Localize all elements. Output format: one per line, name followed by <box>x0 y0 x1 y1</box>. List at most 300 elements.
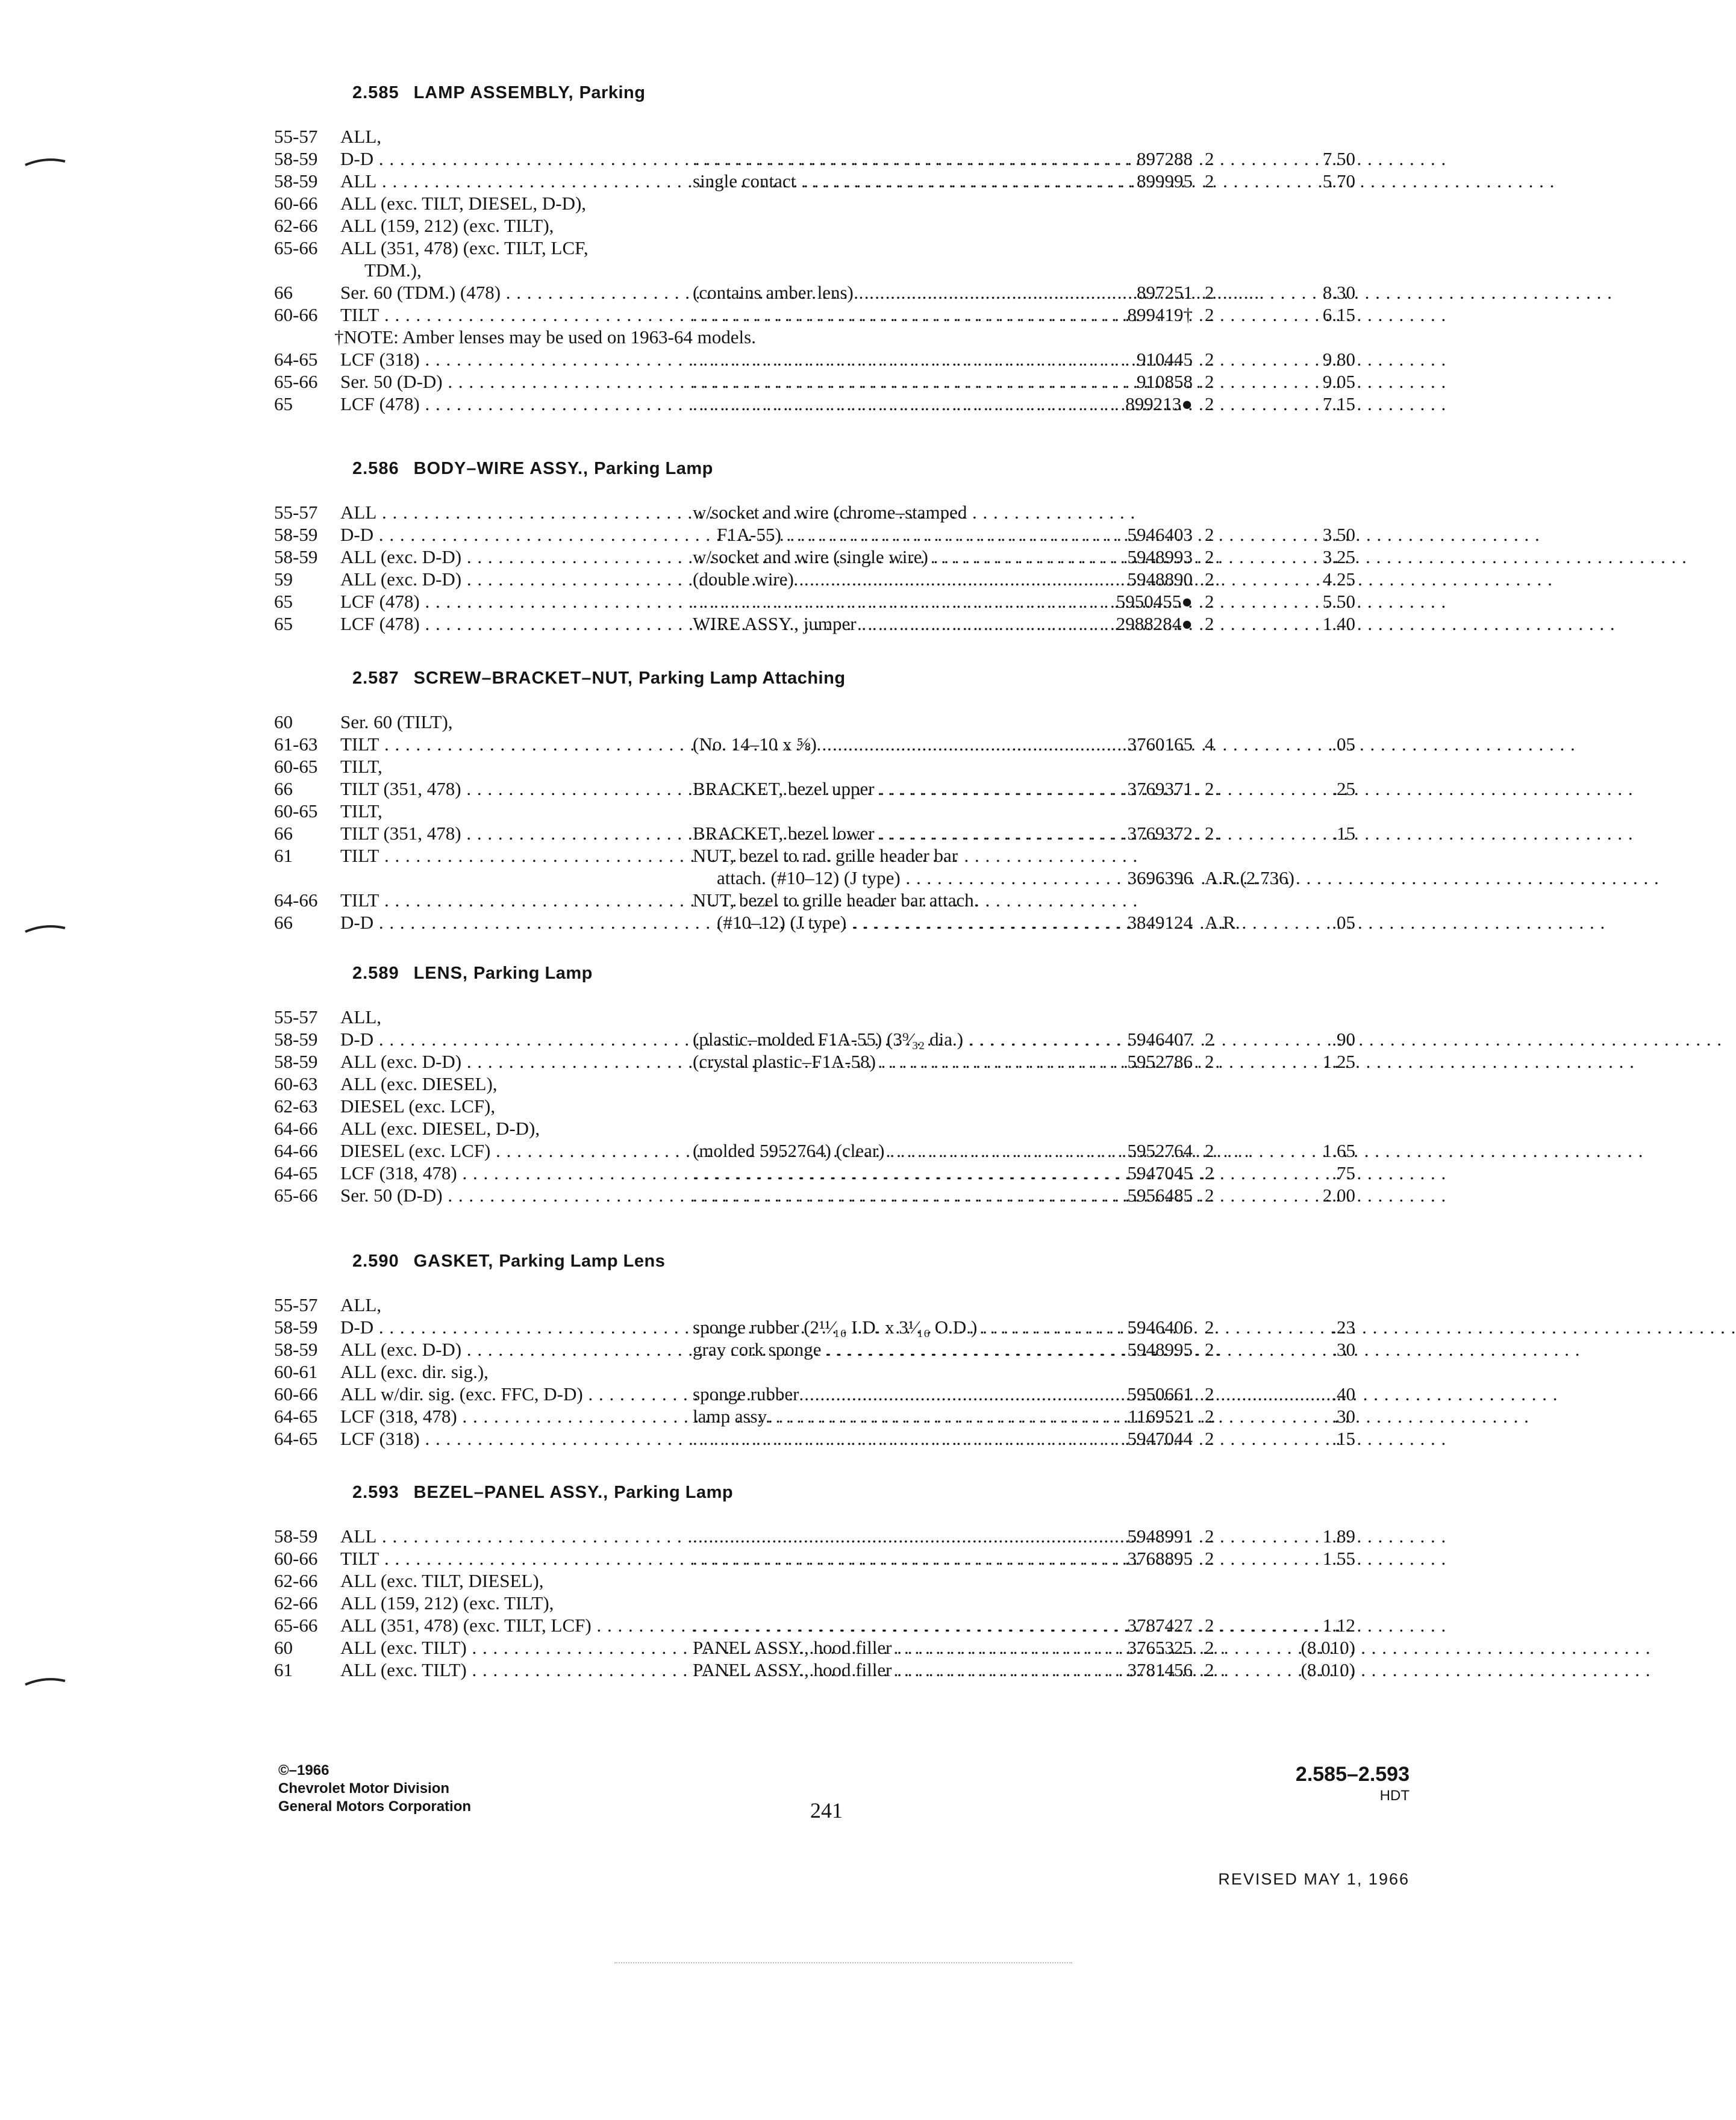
section-title: GASKET, <box>413 1252 494 1271</box>
price: 9.80 <box>1322 349 1355 370</box>
quantity: 2 <box>1205 349 1214 370</box>
description-cell <box>693 348 1084 370</box>
division-line: Chevrolet Motor Division <box>278 1780 450 1797</box>
quantity: 2 <box>1205 1383 1214 1404</box>
description-cell: NUT, bezel to rad. grille header bar <box>693 845 958 866</box>
price: 2.00 <box>1322 1185 1355 1206</box>
part-number: 5948991 <box>1127 1526 1193 1547</box>
part-row <box>0 170 1523 192</box>
part-number: 897251 <box>1137 282 1193 303</box>
quantity: 2 <box>1205 1428 1214 1449</box>
part-number: 897288 <box>1137 148 1193 169</box>
quantity: 2 <box>1205 1029 1214 1050</box>
year-range: 58-59 <box>274 1051 318 1072</box>
punch-mark-top <box>24 158 66 166</box>
price: .15 <box>1332 823 1355 844</box>
page-number: 241 <box>810 1798 843 1822</box>
model-cell: ALL . . . <box>340 501 675 523</box>
section-heading <box>352 964 593 984</box>
part-row <box>0 1547 1523 1570</box>
corporation-line: General Motors Corporation <box>278 1798 472 1815</box>
section-range-block <box>1205 1762 1410 1805</box>
price: .90 <box>1332 1029 1355 1050</box>
quantity: 2 <box>1205 591 1214 612</box>
part-row <box>0 778 1523 800</box>
part-number: 5952764 <box>1127 1140 1193 1161</box>
model-cell: ALL (351, 478) (exc. TILT, LCF, <box>340 237 589 258</box>
part-number: 5950661 <box>1127 1383 1193 1404</box>
model-cell: D-D . . . <box>340 1028 675 1050</box>
part-row <box>0 214 1523 237</box>
section-number: 2.590 <box>352 1252 399 1271</box>
quantity: 2 <box>1205 393 1214 414</box>
price: 3.50 <box>1322 524 1355 545</box>
part-row <box>0 755 1523 778</box>
price: 5.50 <box>1322 591 1355 612</box>
price: .05 <box>1332 734 1355 755</box>
section-number: 2.586 <box>352 459 399 478</box>
model-cell: LCF (478) . . . <box>340 590 675 613</box>
model-cell: ALL, <box>340 1006 382 1027</box>
description-cell: BRACKET, bezel upper . . . <box>693 778 1084 800</box>
part-row <box>0 1570 1523 1592</box>
model-cell: D-D . . . <box>340 523 675 546</box>
model-cell: TILT . . . <box>340 889 675 911</box>
description-cell: sponge rubber (2¹¹⁄₁₆ I.D. x 3¹⁄₁₆ O.D.) . . . <box>693 1316 1084 1338</box>
year-range: 61-63 <box>274 734 318 755</box>
description-cell <box>693 1427 1084 1450</box>
part-number: 3760165 <box>1127 734 1193 755</box>
part-number: 5947044 <box>1127 1428 1193 1449</box>
part-row <box>0 1636 1523 1659</box>
model-cell: D-D . . . <box>340 148 675 170</box>
part-row <box>0 501 1523 523</box>
description-cell: attach. (#10–12) (J type) . . . <box>693 867 1108 889</box>
part-row <box>0 800 1523 822</box>
model-cell: TILT . . . <box>340 304 675 326</box>
year-range: 55-57 <box>274 1006 318 1027</box>
part-row <box>0 1006 1523 1028</box>
price: 5.70 <box>1322 170 1355 192</box>
parts-rows <box>0 125 1523 415</box>
model-cell: ALL . . . <box>340 170 675 192</box>
publisher-block <box>278 1762 471 1816</box>
section-subtitle: Parking <box>579 83 646 102</box>
parts-rows <box>0 1294 1523 1450</box>
section-title: SCREW–BRACKET–NUT, <box>413 669 633 688</box>
quantity: 2 <box>1205 148 1214 169</box>
year-range: 60-66 <box>274 1548 318 1569</box>
part-row <box>0 1592 1523 1614</box>
part-row <box>0 613 1523 635</box>
quantity: 2 <box>1205 524 1214 545</box>
section-title: BEZEL–PANEL ASSY., <box>413 1483 609 1502</box>
quantity: 2 <box>1205 1406 1214 1427</box>
section-range: 2.585–2.593 <box>1295 1763 1410 1786</box>
year-range: 58-59 <box>274 1339 318 1360</box>
part-row <box>0 1525 1523 1547</box>
price: 1.12 <box>1322 1615 1355 1636</box>
year-range: 55-57 <box>274 1294 318 1315</box>
year-range: 60-66 <box>274 193 318 214</box>
year-range: 60-66 <box>274 1383 318 1404</box>
parts-rows <box>0 501 1523 635</box>
description-cell: (plastic–molded F1A-55) (3⁹⁄₃₂ dia.) . . . <box>693 1028 1084 1050</box>
description-cell <box>693 590 1084 613</box>
model-cell: ALL (exc. DIESEL), <box>340 1073 498 1094</box>
parts-rows <box>0 1006 1523 1206</box>
section-subtitle: Parking Lamp Lens <box>499 1252 666 1271</box>
part-row <box>0 1383 1523 1405</box>
quantity: 2 <box>1205 1317 1214 1338</box>
description-cell <box>693 1547 1084 1570</box>
part-row <box>0 1294 1523 1316</box>
model-cell: ALL (exc. D-D) . . . <box>340 1338 675 1361</box>
part-row <box>0 1338 1523 1361</box>
year-range: 62-66 <box>274 1570 318 1591</box>
part-row <box>0 733 1523 755</box>
description-cell <box>693 370 1084 393</box>
year-range: 61 <box>274 845 293 866</box>
parts-rows <box>0 1525 1523 1681</box>
year-range: 65 <box>274 393 293 414</box>
model-cell: Ser. 60 (TILT), <box>340 711 453 732</box>
quantity: 2 <box>1205 1548 1214 1569</box>
part-number: 3769371 <box>1127 778 1193 799</box>
part-row <box>0 568 1523 590</box>
part-row <box>0 523 1523 546</box>
part-row <box>0 1405 1523 1427</box>
price: .15 <box>1332 1428 1355 1449</box>
part-number: 899213● <box>1125 393 1193 414</box>
model-cell: ALL w/dir. sig. (exc. FFC, D-D) . . . <box>340 1383 675 1405</box>
part-number: 5946406 <box>1127 1317 1193 1338</box>
section-number: 2.587 <box>352 669 399 688</box>
manual-code: HDT <box>1379 1788 1410 1804</box>
year-range: 64-65 <box>274 1162 318 1183</box>
footnote-row <box>0 326 1523 348</box>
price: .40 <box>1332 1383 1355 1404</box>
year-range: 58-59 <box>274 1317 318 1338</box>
description-cell <box>693 1184 1084 1206</box>
copyright-line: ©–1966 <box>278 1762 329 1779</box>
description-cell: w/socket and wire (single wire) . . . <box>693 546 1084 568</box>
section-title: BODY–WIRE ASSY., <box>413 459 589 478</box>
model-cell: LCF (478) . . . <box>340 393 675 415</box>
year-range: 59 <box>274 569 293 590</box>
part-number: 3849124 <box>1127 912 1193 933</box>
part-row <box>0 281 1523 304</box>
part-row <box>0 546 1523 568</box>
part-row <box>0 1184 1523 1206</box>
model-cell: ALL (exc. DIESEL, D-D), <box>340 1118 540 1139</box>
part-row <box>0 304 1523 326</box>
year-range: 58-59 <box>274 1526 318 1547</box>
model-cell: ALL (exc. TILT, DIESEL), <box>340 1570 544 1591</box>
part-number: 5956485 <box>1127 1185 1193 1206</box>
model-cell: ALL (exc. TILT) . . . <box>340 1659 675 1681</box>
price: 1.25 <box>1322 1051 1355 1072</box>
part-number: 910445 <box>1137 349 1193 370</box>
part-row <box>0 1073 1523 1095</box>
section-title: LAMP ASSEMBLY, <box>413 83 574 102</box>
section-heading <box>352 1483 733 1503</box>
model-cell: ALL (exc. TILT, DIESEL, D-D), <box>340 193 587 214</box>
description-cell <box>693 304 1084 326</box>
year-range: 60-65 <box>274 800 318 822</box>
model-cell: D-D . . . <box>340 911 675 934</box>
description-cell: PANEL ASSY., hood filler . . . <box>693 1636 1084 1659</box>
year-range: 60-63 <box>274 1073 318 1094</box>
model-cell: TILT . . . <box>340 844 675 867</box>
part-row <box>0 889 1523 911</box>
price: 1.89 <box>1322 1526 1355 1547</box>
model-cell: TILT . . . <box>340 733 675 755</box>
part-row <box>0 1316 1523 1338</box>
quantity: 2 <box>1205 1140 1214 1161</box>
part-row <box>0 867 1523 889</box>
part-row <box>0 844 1523 867</box>
model-cell: DIESEL (exc. LCF), <box>340 1096 496 1117</box>
model-cell: ALL (159, 212) (exc. TILT), <box>340 215 554 236</box>
part-row <box>0 370 1523 393</box>
model-cell: TILT . . . <box>340 1547 675 1570</box>
price: (8.010) <box>1300 1659 1355 1680</box>
year-range: 61 <box>274 1659 293 1680</box>
quantity: 2 <box>1205 1185 1214 1206</box>
year-range: 62-66 <box>274 215 318 236</box>
price: (8.010) <box>1300 1637 1355 1658</box>
year-range: 58-59 <box>274 546 318 567</box>
year-range: 66 <box>274 823 293 844</box>
part-number: 899995 <box>1137 170 1193 192</box>
part-row <box>0 1659 1523 1681</box>
quantity: 2 <box>1205 1051 1214 1072</box>
model-cell: ALL (exc. dir. sig.), <box>340 1361 489 1382</box>
description-cell <box>693 148 1084 170</box>
price: 7.15 <box>1322 393 1355 414</box>
section-subtitle: Parking Lamp Attaching <box>639 669 846 688</box>
quantity: A.R.(2.736) <box>1205 867 1294 888</box>
description-cell: (No. 14–10 x ⅝) . . . <box>693 733 1084 755</box>
part-row <box>0 711 1523 733</box>
part-number: 3768895 <box>1127 1548 1193 1569</box>
year-range: 65-66 <box>274 237 318 258</box>
year-range: 58-59 <box>274 148 318 169</box>
year-range: 65 <box>274 591 293 612</box>
price: 1.40 <box>1322 613 1355 634</box>
part-row <box>0 1427 1523 1450</box>
model-cell: TILT, <box>340 756 382 777</box>
year-range: 65-66 <box>274 1615 318 1636</box>
quantity: 2 <box>1205 613 1214 634</box>
description-cell: PANEL ASSY., hood filler . . . <box>693 1659 1084 1681</box>
year-range: 65-66 <box>274 1185 318 1206</box>
part-row <box>0 822 1523 844</box>
description-cell: w/socket and wire (chrome–stamped <box>693 502 967 523</box>
part-number: 2988284● <box>1116 613 1193 634</box>
price: 3.25 <box>1322 546 1355 567</box>
quantity: 2 <box>1205 1162 1214 1183</box>
quantity: 2 <box>1205 1526 1214 1547</box>
part-row <box>0 590 1523 613</box>
revised-date: REVISED MAY 1, 1966 <box>1218 1870 1410 1888</box>
description-cell: (crystal plastic–F1A-58) . . . <box>693 1050 1084 1073</box>
part-row <box>0 1028 1523 1050</box>
quantity: 2 <box>1205 1659 1214 1680</box>
price: .75 <box>1332 1162 1355 1183</box>
part-number: 910858 <box>1137 371 1193 392</box>
description-cell: (double wire) . . . <box>693 568 1084 590</box>
model-cell: ALL (351, 478) (exc. TILT, LCF) . . . <box>340 1614 675 1636</box>
price: 4.25 <box>1322 569 1355 590</box>
price: .23 <box>1332 1317 1355 1338</box>
part-number: 5948995 <box>1127 1339 1193 1360</box>
description-cell <box>693 1614 1084 1636</box>
section-subtitle: Parking Lamp <box>594 459 713 478</box>
quantity: 2 <box>1205 778 1214 799</box>
quantity: 2 <box>1205 170 1214 192</box>
description-cell <box>693 393 1084 415</box>
part-number: 5946403 <box>1127 524 1193 545</box>
part-number: 5952786 <box>1127 1051 1193 1072</box>
description-cell: gray cork sponge . . . <box>693 1338 1084 1361</box>
section-subtitle: Parking Lamp <box>614 1483 734 1502</box>
section-subtitle: Parking Lamp <box>473 964 593 983</box>
part-number: 3696396 <box>1127 867 1193 888</box>
year-range: 65 <box>274 613 293 634</box>
part-row <box>0 192 1523 214</box>
part-row <box>0 259 1523 281</box>
part-row <box>0 1614 1523 1636</box>
model-cell: ALL (exc. D-D) . . . <box>340 568 675 590</box>
scan-artifact-line <box>614 1962 1072 1963</box>
model-cell: ALL (exc. D-D) . . . <box>340 546 675 568</box>
section-number: 2.589 <box>352 964 399 983</box>
model-cell: ALL, <box>340 126 382 147</box>
parts-rows <box>0 711 1523 934</box>
section-heading <box>352 83 645 103</box>
quantity: 2 <box>1205 1339 1214 1360</box>
year-range: 64-66 <box>274 1140 318 1161</box>
section-number: 2.593 <box>352 1483 399 1502</box>
description-cell: lamp assy. . . . <box>693 1405 1084 1427</box>
year-range: 66 <box>274 282 293 303</box>
part-row <box>0 148 1523 170</box>
year-range: 66 <box>274 912 293 933</box>
punch-mark-middle <box>24 924 66 933</box>
quantity: 2 <box>1205 569 1214 590</box>
description-cell: WIRE ASSY., jumper . . . <box>693 613 1084 635</box>
description-cell: sponge rubber . . . <box>693 1383 1084 1405</box>
year-range: 60 <box>274 1637 293 1658</box>
year-range: 60-65 <box>274 756 318 777</box>
model-cell: ALL (exc. TILT) . . . <box>340 1636 675 1659</box>
price: .30 <box>1332 1339 1355 1360</box>
part-row <box>0 237 1523 259</box>
quantity: 4 <box>1205 734 1214 755</box>
description-cell <box>693 1525 1084 1547</box>
part-row <box>0 348 1523 370</box>
price: 9.05 <box>1322 371 1355 392</box>
year-range: 64-65 <box>274 1428 318 1449</box>
year-range: 58-59 <box>274 524 318 545</box>
part-number: 5948993 <box>1127 546 1193 567</box>
price: .25 <box>1332 778 1355 799</box>
model-cell: LCF (318, 478) . . . <box>340 1162 675 1184</box>
description-cell: (contains amber lens) . . . <box>693 281 1084 304</box>
part-row <box>0 393 1523 415</box>
model-cell: ALL, <box>340 1294 382 1315</box>
model-cell: LCF (478) . . . <box>340 613 675 635</box>
price: .05 <box>1332 912 1355 933</box>
price: 1.65 <box>1322 1140 1355 1161</box>
price: 6.15 <box>1322 304 1355 325</box>
year-range: 55-57 <box>274 502 318 523</box>
year-range: 65-66 <box>274 371 318 392</box>
description-cell: NUT, bezel to grille header bar attach. <box>693 890 979 911</box>
quantity: 2 <box>1205 304 1214 325</box>
year-range: 58-59 <box>274 170 318 192</box>
quantity: 2 <box>1205 282 1214 303</box>
model-cell: LCF (318) . . . <box>340 1427 675 1450</box>
footnote-text: †NOTE: Amber lenses may be used on 1963-64 models. <box>334 326 756 348</box>
model-cell: TILT, <box>340 800 382 822</box>
part-row <box>0 1361 1523 1383</box>
year-range: 64-66 <box>274 1118 318 1139</box>
quantity: A.R. <box>1205 912 1240 933</box>
model-cell: TILT (351, 478) . . . <box>340 822 675 844</box>
part-row <box>0 1117 1523 1140</box>
year-range: 55-57 <box>274 126 318 147</box>
part-row <box>0 1140 1523 1162</box>
description-cell: BRACKET, bezel lower . . . <box>693 822 1084 844</box>
part-number: 3787427 <box>1127 1615 1193 1636</box>
part-number: 3781456 <box>1127 1659 1193 1680</box>
year-range: 64-65 <box>274 1406 318 1427</box>
model-cell: Ser. 50 (D-D) . . . <box>340 1184 675 1206</box>
model-cell: DIESEL (exc. LCF) . . . <box>340 1140 675 1162</box>
part-row <box>0 1162 1523 1184</box>
year-range: 66 <box>274 778 293 799</box>
section-heading <box>352 1252 665 1271</box>
quantity: 2 <box>1205 546 1214 567</box>
part-number: 5946407 <box>1127 1029 1193 1050</box>
quantity: 2 <box>1205 371 1214 392</box>
price: 7.50 <box>1322 148 1355 169</box>
price: 1.55 <box>1322 1548 1355 1569</box>
punch-mark-bottom <box>24 1677 66 1686</box>
year-range: 60-61 <box>274 1361 318 1382</box>
quantity: 2 <box>1205 1615 1214 1636</box>
description-cell: single contact . . . <box>693 170 1084 192</box>
section-heading <box>352 669 846 688</box>
year-range: 58-59 <box>274 1029 318 1050</box>
model-cell: ALL . . . <box>340 1525 675 1547</box>
year-range: 60-66 <box>274 304 318 325</box>
part-number: 3769372 <box>1127 823 1193 844</box>
year-range: 60 <box>274 711 293 732</box>
section-heading <box>352 459 713 479</box>
description-cell <box>693 1162 1084 1184</box>
part-number: 3765325 <box>1127 1637 1193 1658</box>
description-cell: F1A-55) . . . <box>693 523 1108 546</box>
year-range: 62-66 <box>274 1592 318 1613</box>
part-number: 5948890 <box>1127 569 1193 590</box>
model-cell: ALL (159, 212) (exc. TILT), <box>340 1592 554 1613</box>
part-row <box>0 1095 1523 1117</box>
section-number: 2.585 <box>352 83 399 102</box>
